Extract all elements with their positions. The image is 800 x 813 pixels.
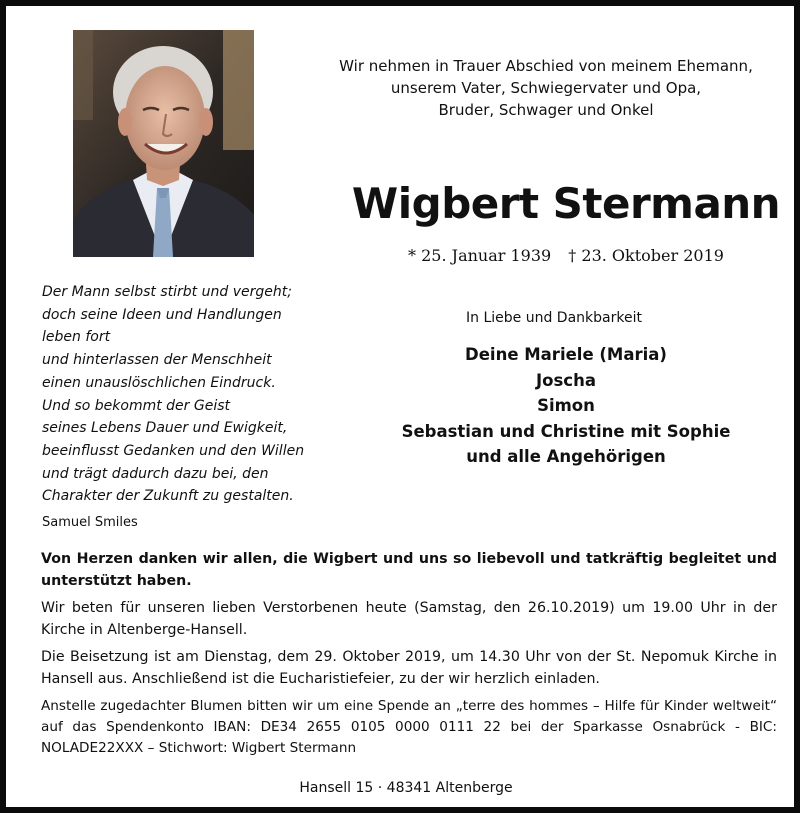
family-list: [356, 342, 776, 470]
family-member: und alle Angehörigen: [466, 447, 666, 466]
family-member: Deine Mariele (Maria): [465, 345, 667, 364]
quote-line: doch seine Ideen und Handlungen: [42, 306, 282, 323]
intro-line: unserem Vater, Schwiegervater und Opa,: [390, 79, 702, 97]
quote-line: Charakter der Zukunft zu gestalten.: [42, 488, 294, 505]
quote-author: Samuel Smiles: [42, 515, 138, 530]
quote-line: und trägt dadurch dazu bei, den: [42, 465, 269, 482]
family-member: Simon: [537, 396, 595, 415]
quote-line: einen unauslöschlichen Eindruck.: [42, 374, 276, 391]
deceased-name: Wigbert Stermann: [351, 179, 781, 228]
dankbar-line: In Liebe und Dankbarkeit: [466, 310, 642, 326]
quote-line: Der Mann selbst stirbt und vergeht;: [42, 284, 292, 300]
family-member: Sebastian und Christine mit Sophie: [401, 421, 731, 441]
thanks-paragraph: Von Herzen danken wir allen, die Wigbert und uns so liebevoll und tatkräftig begleitet und unterstützt haben.: [41, 551, 777, 589]
portrait-photo: [73, 30, 254, 257]
intro-line: Wir nehmen in Trauer Abschied von meinem Ehemann,: [339, 57, 753, 75]
burial-paragraph: Die Beisetzung ist am Dienstag, dem 29. Oktober 2019, um 14.30 Uhr von der St. Nepomuk Kirche in Hansell aus. Anschließend ist die Eucharistiefeier, zu der wir herzlich einladen.: [41, 649, 777, 687]
intro-line: Bruder, Schwager und Onkel: [438, 101, 654, 119]
intro-text: [336, 55, 756, 121]
family-member: Joscha: [536, 370, 596, 390]
quote: [42, 281, 332, 508]
birth-date: * 25. Januar 1939: [408, 246, 552, 265]
donation-paragraph: Anstelle zugedachter Blumen bitten wir um eine Spende an „terre des hommes – Hilfe für Kinder weltweit“ auf das Spendenkonto IBAN: DE34 2655 0105 0000 0111 22 bei der Sparkasse Osnabrück - BIC: NOLADE22XXX – Stichwort: Wigbert Stermann: [41, 698, 777, 756]
quote-line: seines Lebens Dauer und Ewigkeit,: [42, 420, 288, 437]
death-date: † 23. Oktober 2019: [568, 246, 724, 265]
address-line: Hansell 15 · 48341 Altenberge: [299, 780, 513, 796]
quote-line: und hinterlassen der Menschheit: [42, 352, 272, 369]
service-paragraph: Wir beten für unseren lieben Verstorbenen heute (Samstag, den 26.10.2019) um 19.00 Uhr in der Kirche in Altenberge-Hansell.: [41, 600, 777, 638]
quote-line: beeinflusst Gedanken und den Willen: [42, 442, 305, 459]
notice-body: [41, 549, 777, 765]
quote-line: Und so bekommt der Geist: [42, 397, 230, 414]
quote-line: leben fort: [42, 329, 111, 346]
life-dates: [336, 244, 796, 268]
